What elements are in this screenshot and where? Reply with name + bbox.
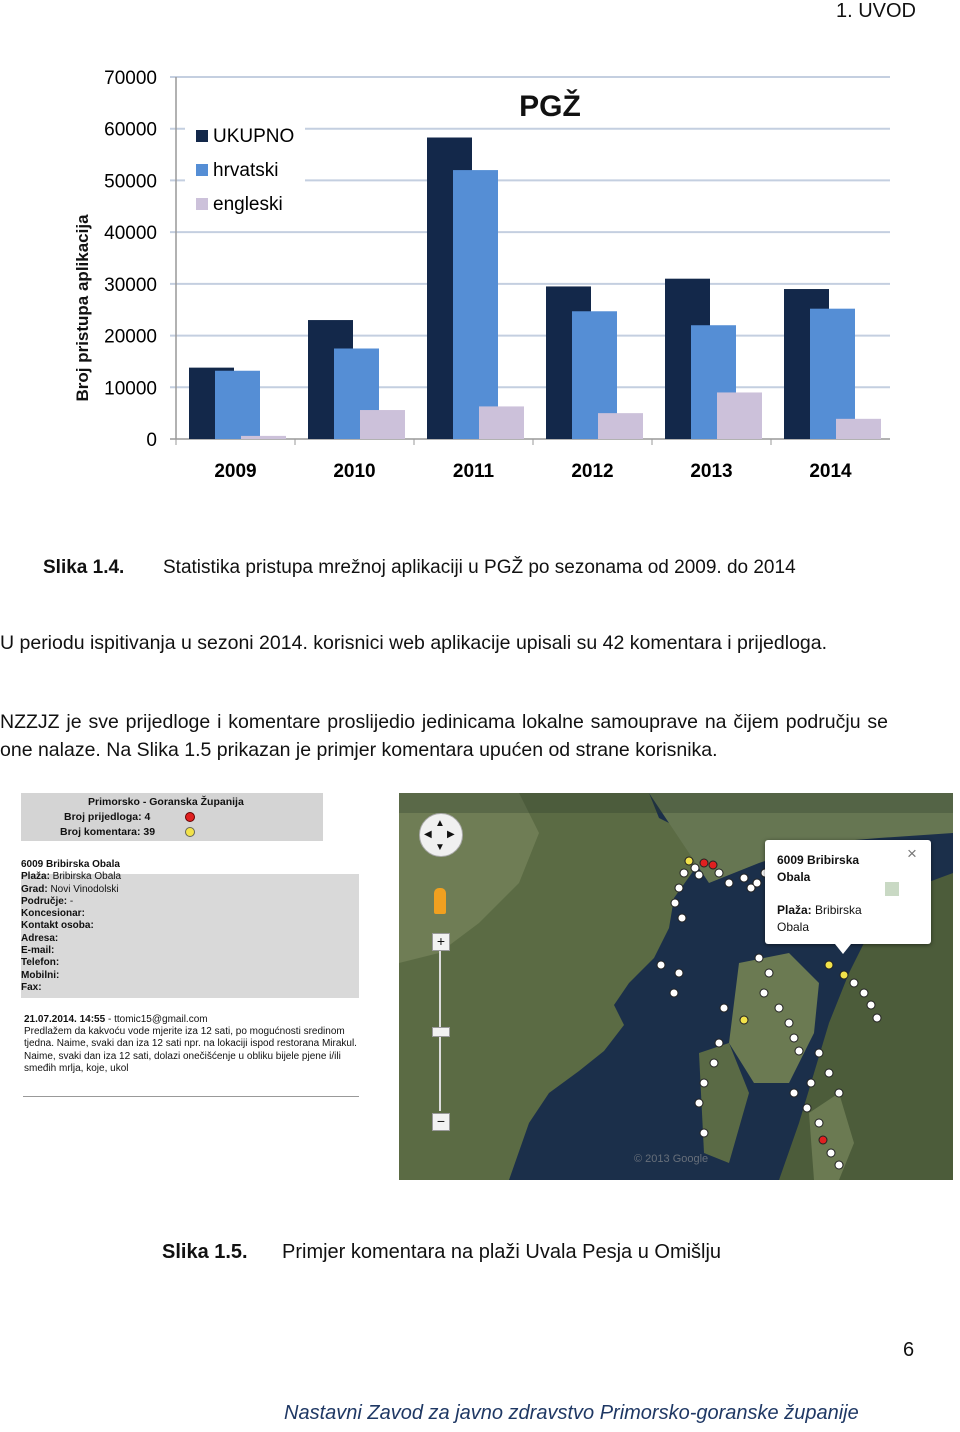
figure-1-5-caption: Primjer komentara na plaži Uvala Pesja u Omišlju — [282, 1241, 722, 1263]
y-tick-label: 20000 — [104, 326, 157, 348]
pan-left-icon: ◀ — [424, 829, 432, 840]
y-axis-label: Broj pristupa aplikacija — [73, 214, 92, 402]
beach-marker — [675, 884, 683, 892]
chart-title: PGŽ — [519, 90, 581, 123]
beach-marker — [670, 989, 678, 997]
legend-swatch — [196, 164, 208, 176]
county-name: Primorsko - Goranska Županija — [88, 796, 244, 808]
paragraph-2: NZZJZ je sve prijedloge i komentare proslijedio jedinicama lokalne samouprave na čijem području se one nalaze. Na Slika 1.5 prikazan je primjer komentara upućen od strane korisnika. — [0, 711, 888, 761]
popup-beach: Plaža: Bribirska Obala — [777, 903, 862, 934]
beach-marker — [790, 1089, 798, 1097]
legend-label: engleski — [213, 194, 283, 215]
beach-title: 6009 Bribirska Obala — [21, 859, 120, 870]
popup-pointer — [835, 944, 851, 954]
x-tick-labels — [176, 439, 852, 482]
zoom-slider-handle[interactable] — [432, 1027, 450, 1037]
beach-marker — [819, 1136, 827, 1144]
beach-marker — [785, 1019, 793, 1027]
beach-marker — [657, 961, 665, 969]
beach-marker — [740, 874, 748, 882]
yellow-marker-icon — [185, 827, 195, 837]
beach-marker — [760, 989, 768, 997]
beach-field: Koncesionar: — [21, 908, 85, 920]
bar-engleski-2010 — [360, 410, 405, 439]
beach-marker — [740, 1016, 748, 1024]
beach-marker — [700, 1079, 708, 1087]
street-view-pegman-icon[interactable] — [434, 888, 446, 914]
y-tick-label: 60000 — [104, 119, 157, 141]
pan-up-icon: ▲ — [435, 818, 445, 829]
x-tick-label: 2009 — [214, 461, 257, 482]
beach-marker — [709, 861, 717, 869]
comments-count: Broj komentara: 39 — [60, 826, 156, 838]
x-tick-label: 2014 — [809, 461, 852, 482]
beach-marker — [671, 899, 679, 907]
x-tick-label: 2011 — [452, 461, 495, 482]
beach-marker — [678, 914, 686, 922]
legend-swatch — [196, 130, 208, 142]
pan-right-icon: ▶ — [447, 829, 455, 840]
comment-text: Predlažem da kakvoću vode mjerite iza 12 sati, po mogućnosti sredinom tjedna. Naime, svaki dan iza 12 sati npr. na lokaciji ispod restorana Mirakul. Naime, svaki dan iza 12 sati, dolazi onečišćenje u obliku bijele pjene i/ili smeđih mrlja, koje, ukol — [24, 1026, 357, 1074]
beach-field: Grad: Novi Vinodolski — [21, 883, 119, 895]
comment-date: 21.07.2014. 14:55 — [24, 1014, 106, 1025]
beach-field: Fax: — [21, 981, 42, 993]
comment-panel — [21, 793, 361, 1103]
beach-field: Adresa: — [21, 932, 59, 944]
county-summary-box — [21, 793, 323, 841]
beach-marker — [675, 969, 683, 977]
beach-marker — [795, 1047, 803, 1055]
beach-marker — [715, 869, 723, 877]
bar-engleski-2011 — [479, 406, 524, 439]
beach-info — [21, 859, 359, 994]
zoom-in-button[interactable]: + — [432, 933, 450, 951]
beach-field: Plaža: Bribirska Obala — [21, 871, 122, 883]
comment-email: - ttomic15@gmail.com — [105, 1014, 208, 1025]
bar-hrvatski-2011 — [453, 170, 498, 439]
beach-marker — [815, 1119, 823, 1127]
beach-marker — [725, 879, 733, 887]
zoom-out-button[interactable]: − — [432, 1113, 450, 1131]
x-tick-label: 2012 — [571, 461, 614, 482]
beach-marker — [695, 1099, 703, 1107]
map-watermark: © 2013 Google — [634, 1153, 709, 1165]
y-tick-label: 70000 — [104, 68, 157, 89]
bar-engleski-2014 — [836, 419, 881, 439]
bar-hrvatski-2009 — [215, 371, 260, 439]
beach-marker — [825, 1069, 833, 1077]
beach-marker — [680, 869, 688, 877]
figure-1-5-label: Slika 1.5. — [162, 1241, 248, 1263]
figure-1-4-label: Slika 1.4. — [43, 557, 125, 578]
bar-engleski-2009 — [241, 436, 286, 439]
close-icon[interactable]: × — [907, 844, 917, 863]
map-info-popup[interactable] — [765, 840, 931, 944]
y-tick-label: 10000 — [104, 378, 157, 400]
beach-marker — [873, 1014, 881, 1022]
beach-marker — [753, 879, 761, 887]
beach-marker — [815, 1049, 823, 1057]
y-tick-label: 0 — [146, 430, 157, 451]
beach-marker — [790, 1034, 798, 1042]
beach-marker — [835, 1161, 843, 1169]
pan-control[interactable] — [419, 813, 463, 857]
beach-marker — [827, 1149, 835, 1157]
legend-label: hrvatski — [213, 160, 279, 181]
beach-marker — [775, 1004, 783, 1012]
user-comment — [24, 1014, 358, 1075]
beach-marker — [803, 1104, 811, 1112]
footer-institution: Nastavni Zavod za javno zdravstvo Primorsko-goranske županije — [284, 1402, 859, 1424]
beach-marker — [807, 1079, 815, 1087]
beach-marker — [867, 1001, 875, 1009]
beach-marker — [825, 961, 833, 969]
legend-label: UKUPNO — [213, 126, 295, 147]
beach-marker — [765, 969, 773, 977]
y-tick-labels — [104, 68, 157, 451]
popup-scroll-icon — [885, 882, 899, 896]
x-tick-label: 2010 — [333, 461, 376, 482]
beach-marker — [835, 1089, 843, 1097]
red-marker-icon — [185, 812, 195, 822]
bar-engleski-2012 — [598, 413, 643, 439]
paragraph-1: U periodu ispitivanja u sezoni 2014. korisnici web aplikacije upisali su 42 komentara i prijedloga. — [0, 632, 828, 654]
beach-marker — [720, 1004, 728, 1012]
beach-marker — [850, 979, 858, 987]
beach-marker — [700, 859, 708, 867]
suggestions-count: Broj prijedloga: 4 — [64, 811, 151, 823]
beach-field: Kontakt osoba: — [21, 920, 94, 932]
beach-marker — [700, 1129, 708, 1137]
legend-swatch — [196, 198, 208, 210]
beach-marker — [710, 1059, 718, 1067]
beach-marker — [695, 871, 703, 879]
y-tick-label: 50000 — [104, 171, 157, 193]
bar-chart — [0, 50, 960, 500]
x-tick-label: 2013 — [690, 461, 733, 482]
pan-down-icon: ▼ — [435, 842, 445, 853]
satellite-map[interactable] — [399, 793, 953, 1180]
popup-title: 6009 Bribirska Obala — [777, 853, 860, 884]
y-tick-label: 30000 — [104, 274, 157, 296]
beach-field: Mobilni: — [21, 969, 60, 981]
divider — [23, 1096, 359, 1097]
beach-field: Područje: - — [21, 895, 74, 907]
chapter-header: 1. UVOD — [835, 0, 916, 22]
y-tick-label: 40000 — [104, 223, 157, 245]
page-number: 6 — [903, 1339, 915, 1361]
beach-marker — [840, 971, 848, 979]
beach-marker — [860, 989, 868, 997]
beach-marker — [715, 1039, 723, 1047]
beach-marker — [755, 954, 763, 962]
figure-1-4-caption: Statistika pristupa mrežnoj aplikaciji u PGŽ po sezonama od 2009. do 2014 — [163, 557, 796, 578]
bar-engleski-2013 — [717, 392, 762, 439]
beach-field: E-mail: — [21, 945, 55, 957]
beach-field: Telefon: — [21, 957, 60, 969]
beach-marker — [685, 857, 693, 865]
